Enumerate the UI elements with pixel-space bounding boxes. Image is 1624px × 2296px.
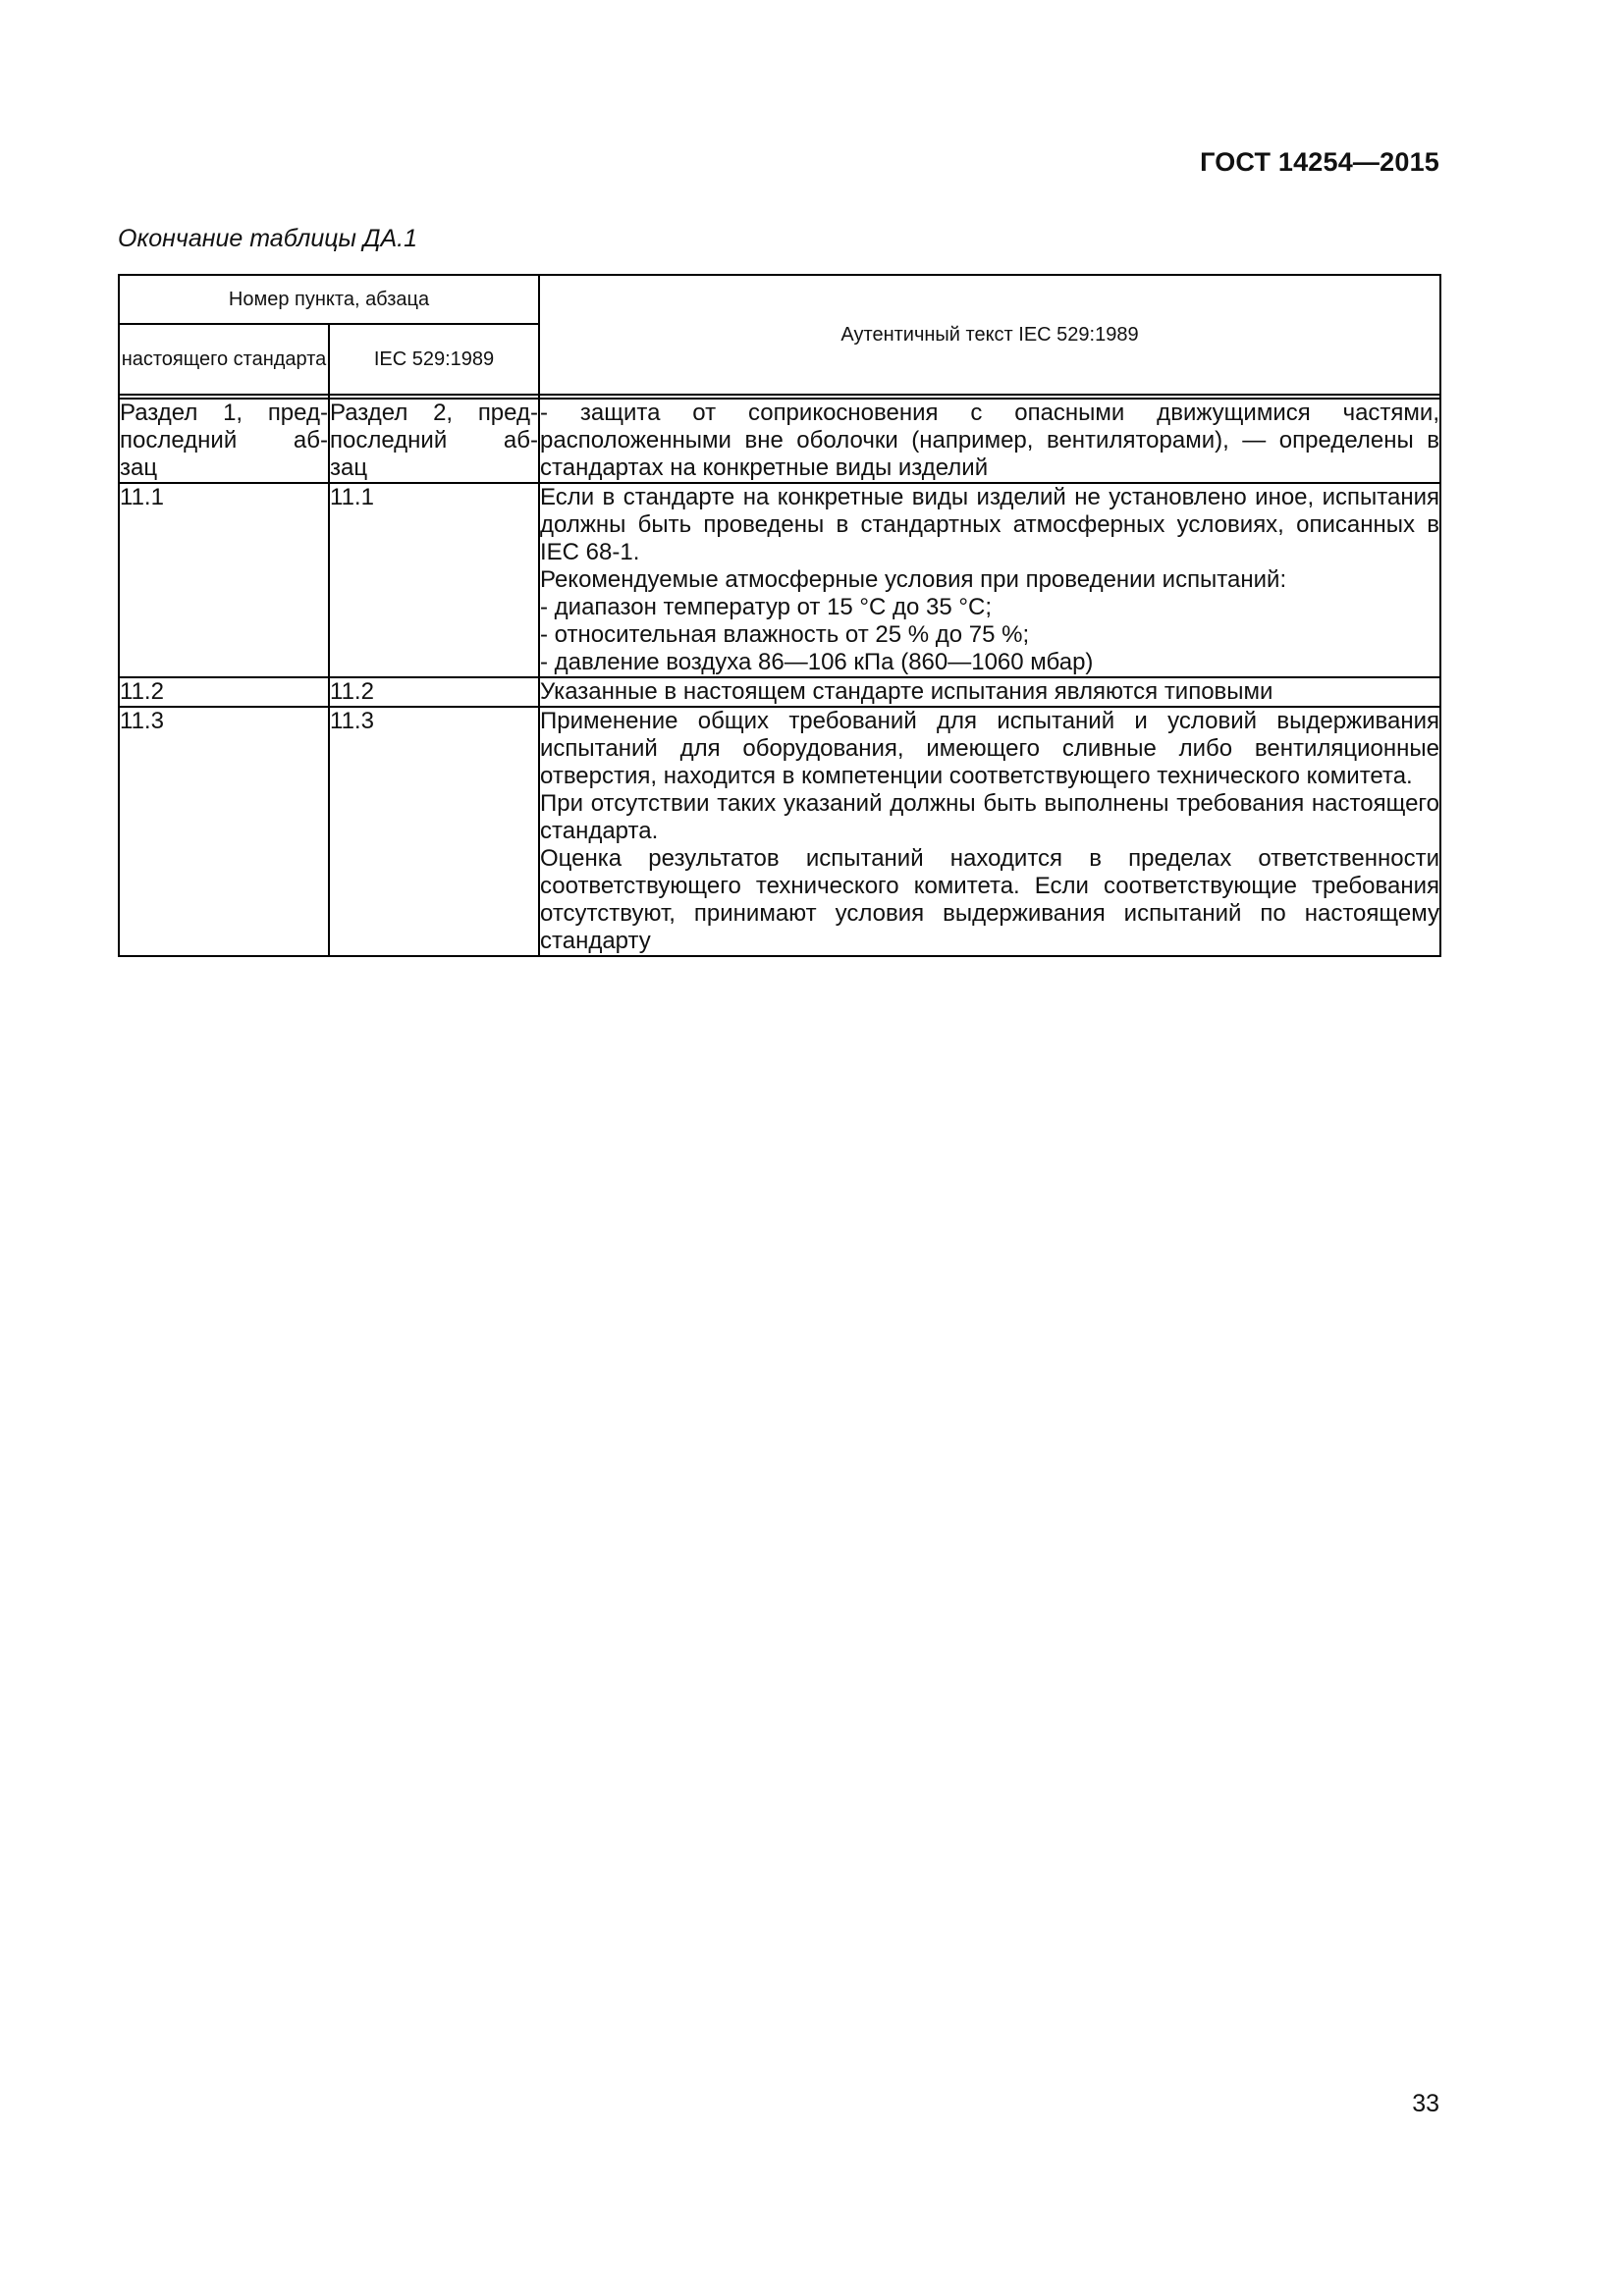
row-this-standard-clause: 11.3 xyxy=(119,707,329,956)
row-authentic-text xyxy=(539,399,1440,483)
text-paragraph: Оценка результатов испытаний находится в пределах ответственности соответствующего технического комитета. Если соответствующие требования отсутствуют, принимают условия выдерживания испытаний по настоящему стандарту xyxy=(540,845,1439,954)
text-paragraph: Применение общих требований для испытаний и условий выдерживания испытаний для оборудования, имеющего сливные либо вентиляционные отверстия, находится в компетенции соответствующего технического комитета. xyxy=(540,708,1439,789)
text-paragraph: Указанные в настоящем стандарте испытания являются типовыми xyxy=(540,678,1273,705)
row-authentic-text xyxy=(539,707,1440,956)
text-paragraph: При отсутствии таких указаний должны быть выполнены требования настоящего стандарта. xyxy=(540,790,1439,844)
header-paragraph-number: Номер пункта, абзаца xyxy=(119,275,539,324)
row-iec-clause: 11.2 xyxy=(329,677,539,707)
text-list-item: - относительная влажность от 25 % до 75 %; xyxy=(540,621,1030,648)
header-this-standard: настоящего стандарта xyxy=(119,324,329,395)
row-this-standard-clause: 11.2 xyxy=(119,677,329,707)
text-paragraph: Рекомендуемые атмосферные условия при проведении испытаний: xyxy=(540,566,1287,593)
text-paragraph: - защита от соприкосновения с опасными движущимися частями, расположенными вне оболочки (например, вентиляторами), — определены в стандартах на конкретные виды изделий xyxy=(540,400,1439,481)
table-row xyxy=(119,483,1440,677)
row-authentic-text xyxy=(539,483,1440,677)
page-number: 33 xyxy=(1412,2090,1439,2117)
document-code: ГОСТ 14254—2015 xyxy=(1200,147,1439,177)
table-header-row xyxy=(119,275,1440,324)
table-row xyxy=(119,399,1440,483)
row-iec-clause: 11.1 xyxy=(329,483,539,677)
row-this-standard-clause: 11.1 xyxy=(119,483,329,677)
row-authentic-text xyxy=(539,677,1440,707)
text-paragraph: Если в стандарте на конкретные виды изделий не установлено иное, испытания должны быть проведены в стандартных атмосферных условиях, описанных в IEC 68-1. xyxy=(540,484,1439,565)
header-iec-standard: IEC 529:1989 xyxy=(329,324,539,395)
table-row xyxy=(119,707,1440,956)
row-iec-clause: Раздел 2, пред- последний аб- зац xyxy=(330,400,538,481)
table-caption: Окончание таблицы ДА.1 xyxy=(118,225,417,252)
header-authentic-text: Аутентичный текст IEC 529:1989 xyxy=(539,275,1440,395)
text-list-item: - давление воздуха 86—106 кПа (860—1060 мбар) xyxy=(540,649,1094,675)
table-row xyxy=(119,677,1440,707)
row-iec-clause: 11.3 xyxy=(329,707,539,956)
row-this-standard-clause: Раздел 1, пред- последний аб- зац xyxy=(120,400,328,481)
text-list-item: - диапазон температур от 15 °С до 35 °С; xyxy=(540,594,993,620)
correspondence-table xyxy=(118,274,1441,957)
